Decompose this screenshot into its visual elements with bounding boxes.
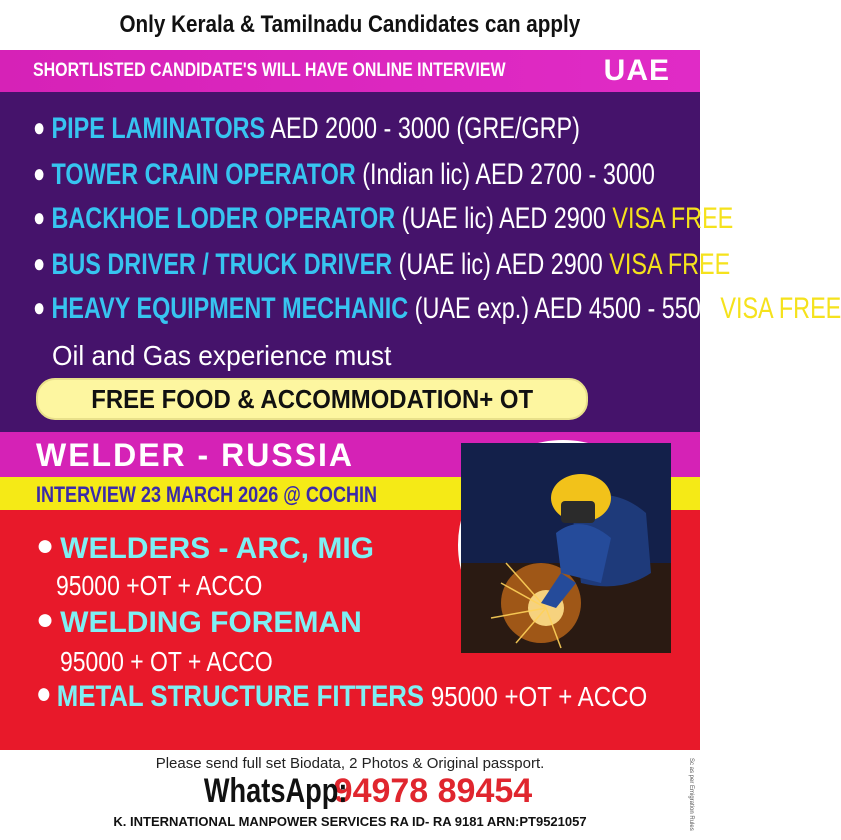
shortlist-note: SHORTLISTED CANDIDATE'S WILL HAVE ONLINE INTERVIEW (33, 60, 506, 81)
emigration-rules-note: Sc as per Emigration Rules (688, 758, 694, 831)
uae-header-strip (0, 50, 700, 92)
bullet-icon: ● (33, 202, 46, 232)
bullet-icon: ● (33, 158, 46, 188)
contact-footer (0, 750, 700, 840)
job-detail: (UAE exp.) AED 4500 - 5500 (408, 292, 721, 325)
bullet-icon: ● (36, 677, 52, 710)
russia-heading: WELDER - RUSSIA (36, 437, 354, 473)
whatsapp-number[interactable]: 94978 89454 (333, 772, 533, 810)
russia-job-item (36, 677, 648, 714)
uae-job-item (33, 248, 730, 282)
job-detail: (UAE lic) AED 2900 (395, 202, 613, 235)
job-pay: 95000 +OT + ACCO (56, 570, 263, 601)
interview-date-text: INTERVIEW 23 MARCH 2026 @ COCHIN (36, 482, 378, 507)
job-title: PIPE LAMINATORS (51, 112, 266, 145)
job-pay: 95000 +OT + ACCO (424, 681, 648, 712)
job-title: WELDERS - ARC, MIG (60, 532, 374, 565)
job-title: METAL STRUCTURE FITTERS (56, 680, 425, 713)
job-detail: (UAE lic) AED 2900 (392, 248, 610, 281)
job-title: TOWER CRAIN OPERATOR (51, 158, 356, 191)
uae-job-item (33, 158, 655, 192)
bullet-icon: ● (33, 112, 46, 142)
welder-illustration (461, 443, 671, 653)
uae-job-item (33, 292, 841, 326)
whatsapp-label: WhatsApp: (203, 772, 348, 810)
eligibility-banner (0, 0, 700, 50)
uae-job-item (33, 112, 580, 146)
bullet-icon: ● (36, 529, 55, 562)
whatsapp-contact (0, 772, 700, 811)
welder-photo (458, 440, 668, 650)
job-title: WELDING FOREMAN (60, 606, 362, 639)
bullet-icon: ● (33, 248, 46, 278)
uae-job-item (33, 202, 733, 236)
job-title: BUS DRIVER / TRUCK DRIVER (51, 248, 393, 281)
benefits-pill (36, 378, 588, 420)
job-detail: AED 2000 - 3000 (GRE/GRP) (265, 112, 580, 145)
russia-job-item (36, 603, 362, 640)
visa-badge: VISA FREE (720, 292, 841, 325)
job-title: HEAVY EQUIPMENT MECHANIC (51, 292, 409, 325)
bullet-icon: ● (36, 603, 55, 636)
benefits-text: FREE FOOD & ACCOMMODATION+ OT (91, 383, 533, 414)
country-label-uae: UAE (603, 54, 670, 87)
job-title: BACKHOE LODER OPERATOR (51, 202, 396, 235)
company-registration: K. INTERNATIONAL MANPOWER SERVICES RA ID- RA 9181 ARN:PT9521057 (113, 814, 587, 829)
visa-badge: VISA FREE (612, 202, 734, 235)
experience-note: Oil and Gas experience must (52, 340, 392, 371)
bullet-icon: ● (33, 292, 46, 322)
visa-badge: VISA FREE (609, 248, 731, 281)
eligibility-text: Only Kerala & Tamilnadu Candidates can apply (119, 11, 581, 38)
job-pay: 95000 + OT + ACCO (60, 646, 273, 677)
application-instructions: Please send full set Biodata, 2 Photos & Original passport. (155, 755, 545, 772)
job-detail: (Indian lic) AED 2700 - 3000 (355, 158, 655, 191)
russia-job-item (36, 529, 374, 566)
